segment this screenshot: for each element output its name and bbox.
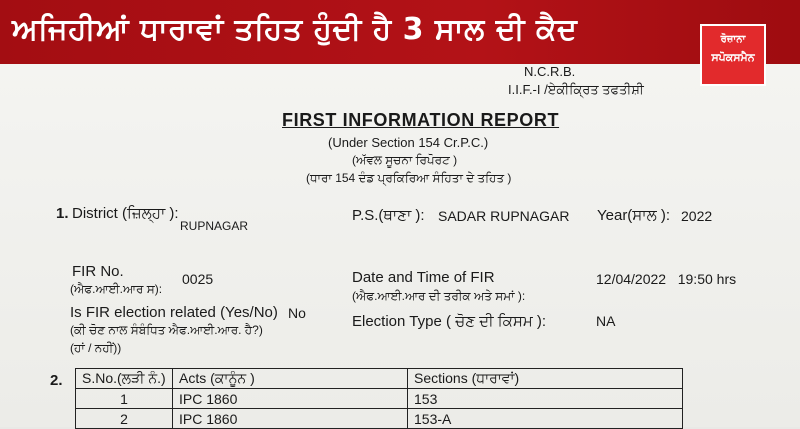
- punjabi-subtitle-2: (ਧਾਰਾ 154 ਦੰਡ ਪ੍ਰਕਿਰਿਆ ਸੰਹਿਤਾ ਦੇ ਤਹਿਤ ): [306, 171, 512, 185]
- district-label: District (ਜ਼ਿਲ੍ਹਾ ):: [72, 205, 179, 222]
- channel-logo: [700, 24, 766, 86]
- row-act: IPC 1860: [173, 389, 408, 409]
- row-sno: 1: [76, 389, 173, 409]
- logo-line1: ਰੋਜ਼ਾਨਾ: [720, 34, 746, 45]
- row-sno: 2: [76, 409, 173, 429]
- election-type-label: Election Type ( ਚੋਣ ਦੀ ਕਿਸਮ ):: [352, 313, 547, 330]
- election-related-value: No: [288, 305, 306, 321]
- election-related-label: Is FIR election related (Yes/No): [70, 304, 278, 321]
- acts-sections-table: [75, 368, 683, 429]
- section-2-number: 2.: [50, 372, 63, 389]
- fir-label-pa: (ਐਫ.ਆਈ.ਆਰ ਸ):: [70, 282, 163, 296]
- header-acts: Acts (ਕਾਨੂੰਨ ): [173, 369, 408, 389]
- table-header-row: [76, 369, 683, 389]
- row-section: 153: [408, 389, 683, 409]
- row-section: 153-A: [408, 409, 683, 429]
- year-value: 2022: [681, 208, 713, 224]
- date-time-value: 12/04/2022 19:50 hrs: [596, 271, 737, 287]
- news-banner: [0, 0, 800, 64]
- header-iif: I.I.F.-I /ਏਕੀਕ੍ਰਿਤ ਤਫਤੀਸ਼ੀ: [508, 82, 644, 97]
- election-related-pa-2: (ਹਾਂ / ਨਹੀਂ)): [70, 341, 122, 355]
- header-partial: N.C.R.B.: [524, 64, 576, 79]
- header-sections: Sections (ਧਾਰਾਵਾਂ): [408, 369, 683, 389]
- logo-line2: ਸਪੋਕਸਮੈਨ: [711, 51, 755, 64]
- row-act: IPC 1860: [173, 409, 408, 429]
- punjabi-subtitle-1: (ਅੱਵਲ ਸੂਚਨਾ ਰਿਪੋਰਟ ): [352, 153, 458, 167]
- section-1-number: 1.: [56, 205, 69, 222]
- election-type-value: NA: [596, 313, 616, 329]
- header-sno: S.No.(ਲੜੀ ਨੰ.): [76, 369, 173, 389]
- table-row: [76, 409, 683, 429]
- fir-label: FIR No.: [72, 263, 124, 280]
- fir-value: 0025: [182, 271, 214, 287]
- election-related-pa: (ਕੀ ਚੋਣ ਨਾਲ ਸੰਬੰਧਿਤ ਐਫ.ਆਈ.ਆਰ. ਹੈ?): [70, 323, 263, 337]
- under-section: (Under Section 154 Cr.P.C.): [328, 135, 489, 150]
- report-title: FIRST INFORMATION REPORT: [282, 110, 560, 130]
- ps-label: P.S.(ਥਾਣਾ ):: [352, 207, 425, 224]
- date-time-label: Date and Time of FIR: [352, 269, 495, 286]
- ps-value: SADAR RUPNAGAR: [438, 208, 570, 224]
- year-label: Year(ਸਾਲ ):: [597, 207, 671, 224]
- banner-title: ਅਜਿਹੀਆਂ ਧਾਰਾਵਾਂ ਤਹਿਤ ਹੁੰਦੀ ਹੈ 3 ਸਾਲ ਦੀ ਕੈਦ: [12, 12, 578, 47]
- table-row: [76, 389, 683, 409]
- date-time-label-pa: (ਐਫ.ਆਈ.ਆਰ ਦੀ ਤਰੀਕ ਅਤੇ ਸਮਾਂ ):: [352, 289, 526, 303]
- district-value: RUPNAGAR: [180, 219, 249, 233]
